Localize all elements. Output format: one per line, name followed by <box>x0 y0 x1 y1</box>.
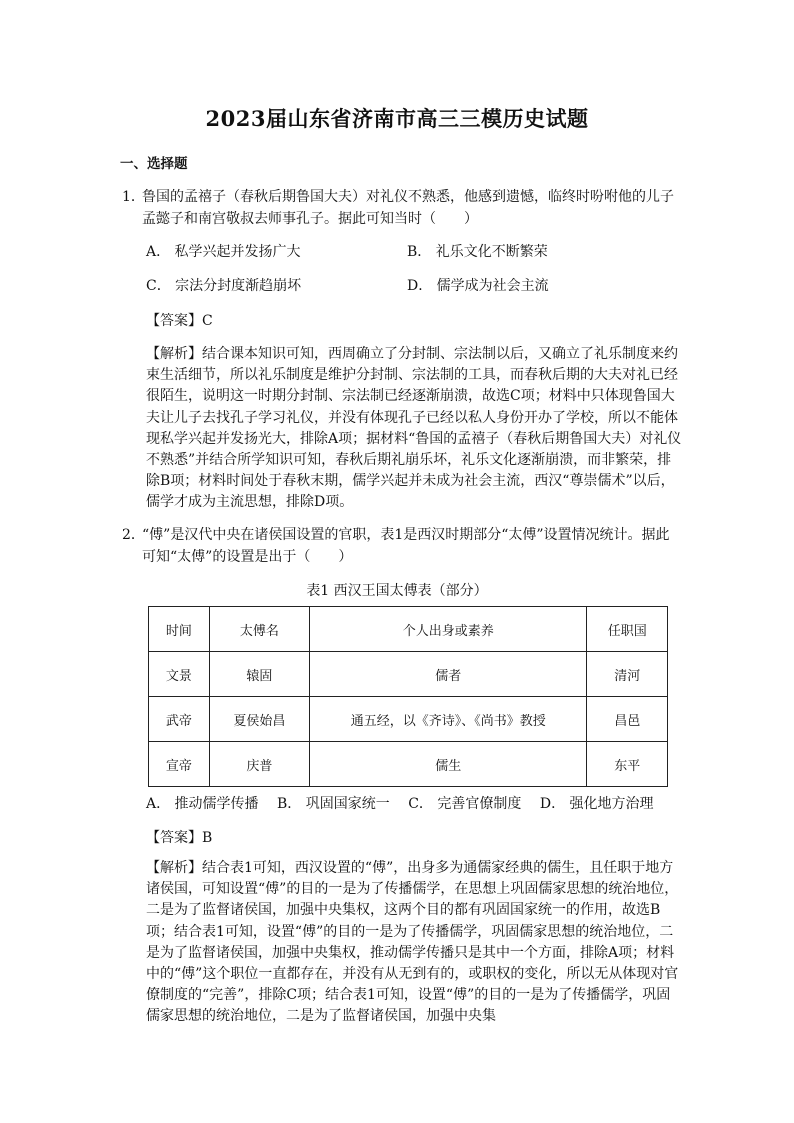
question-1-analysis: 【解析】结合课本知识可知，西周确立了分封制、宗法制以后，又确立了礼乐制度来约束生活细节，所以礼乐制度是维护分封制、宗法制的工具，而春秋后期的大夫对礼已经很陌生，说明这一时期分封制、宗法制已经逐渐崩溃，故选C项；材料中只体现鲁国大夫让儿子去找孔子学习礼仪，并没有体现孔子已经以私人身份开办了学校，所以不能体现私学兴起并发扬光大，排除A项；据材料“鲁国的孟禧子（春秋后期鲁国大夫）对礼仪不熟悉”并结合所学知识可知，春秋后期礼崩乐坏，礼乐文化逐渐崩溃，而非繁荣，排除B项；材料时间处于春秋末期，儒学兴起并未成为社会主流，西汉“尊崇儒术”以后，儒学才成为主流思想，排除D项。 <box>146 346 682 511</box>
table-header-row <box>149 607 668 652</box>
table-cell: 夏侯始昌 <box>209 697 309 742</box>
question-2-option-c: C． 完善官僚制度 <box>408 796 522 812</box>
question-1-answer: 【答案】C <box>146 313 213 329</box>
question-1-stem <box>122 186 682 230</box>
question-1-text: 鲁国的孟禧子（春秋后期鲁国大夫）对礼仪不熟悉，他感到遗憾，临终时吩咐他的儿子孟懿子和南宫敬叔去师事孔子。据此可知当时（ ） <box>142 189 674 227</box>
question-2-answer: 【答案】B <box>146 830 213 846</box>
question-1-option-c: C． 宗法分封度渐趋崩坏 <box>146 278 302 294</box>
question-1-option-b: B． 礼乐文化不断繁荣 <box>407 244 548 260</box>
table-cell: 东平 <box>587 742 668 787</box>
page-title: 2023届山东省济南市高三三模历史试题 <box>205 106 589 131</box>
table-header-cell: 个人出身或素养 <box>310 607 587 652</box>
question-2-options <box>146 793 668 813</box>
question-2-analysis: 【解析】结合表1可知，西汉设置的“傅”，出身多为通儒家经典的儒生，且任职于地方诸侯国，可知设置“傅”的目的一是为了传播儒学，在思想上巩固儒家思想的统治地位，二是为了监督诸侯国，加强中央集权，这两个目的都有巩固国家统一的作用，故选B项；结合表1可知，设置“傅”的目的一是为了传播儒学，巩固儒家思想的统治地位，二是为了监督诸侯国，加强中央集权，推动儒学传播只是其中一个方面，排除A项；材料中的“傅”这个职位一直都存在，并没有从无到有的，或职权的变化，所以无从体现对官僚制度的“完善”，排除C项；结合表1可知，设置“傅”的目的一是为了传播儒学，巩固儒家思想的统治地位，二是为了监督诸侯国，加强中央集 <box>146 860 679 1025</box>
question-2-stem <box>122 524 682 568</box>
table-cell: 儒者 <box>310 652 587 697</box>
table-header-cell: 时间 <box>149 607 210 652</box>
section-heading: 一、选择题 <box>120 156 188 172</box>
question-2-number: 2． <box>122 527 145 543</box>
data-table <box>148 606 668 787</box>
table-cell: 武帝 <box>149 697 210 742</box>
question-2-text: “傅”是汉代中央在诸侯国设置的官职，表1是西汉时期部分“太傅”设置情况统计。据此可知“太傅”的设置是出于（ ） <box>142 527 670 565</box>
table-cell: 昌邑 <box>587 697 668 742</box>
table-cell: 清河 <box>587 652 668 697</box>
question-2-option-d: D． 强化地方治理 <box>539 796 654 812</box>
question-1-option-a: A． 私学兴起并发扬广大 <box>146 244 301 260</box>
table-cell: 宣帝 <box>149 742 210 787</box>
question-1-option-d: D． 儒学成为社会主流 <box>407 278 549 294</box>
question-1-number: 1． <box>122 189 145 205</box>
question-2-option-b: B． 巩固国家统一 <box>277 796 390 812</box>
table-cell: 辕固 <box>209 652 309 697</box>
table-cell: 庆普 <box>209 742 309 787</box>
table-caption: 表1 西汉王国太傅表（部分） <box>306 583 488 599</box>
question-2-option-a: A． 推动儒学传播 <box>146 796 259 812</box>
table-header-cell: 太傅名 <box>209 607 309 652</box>
table-row <box>149 742 668 787</box>
table-cell: 通五经，以《齐诗》、《尚书》教授 <box>310 697 587 742</box>
table-row <box>149 652 668 697</box>
table-cell: 儒生 <box>310 742 587 787</box>
table-cell: 文景 <box>149 652 210 697</box>
table-row <box>149 697 668 742</box>
table-header-cell: 任职国 <box>587 607 668 652</box>
